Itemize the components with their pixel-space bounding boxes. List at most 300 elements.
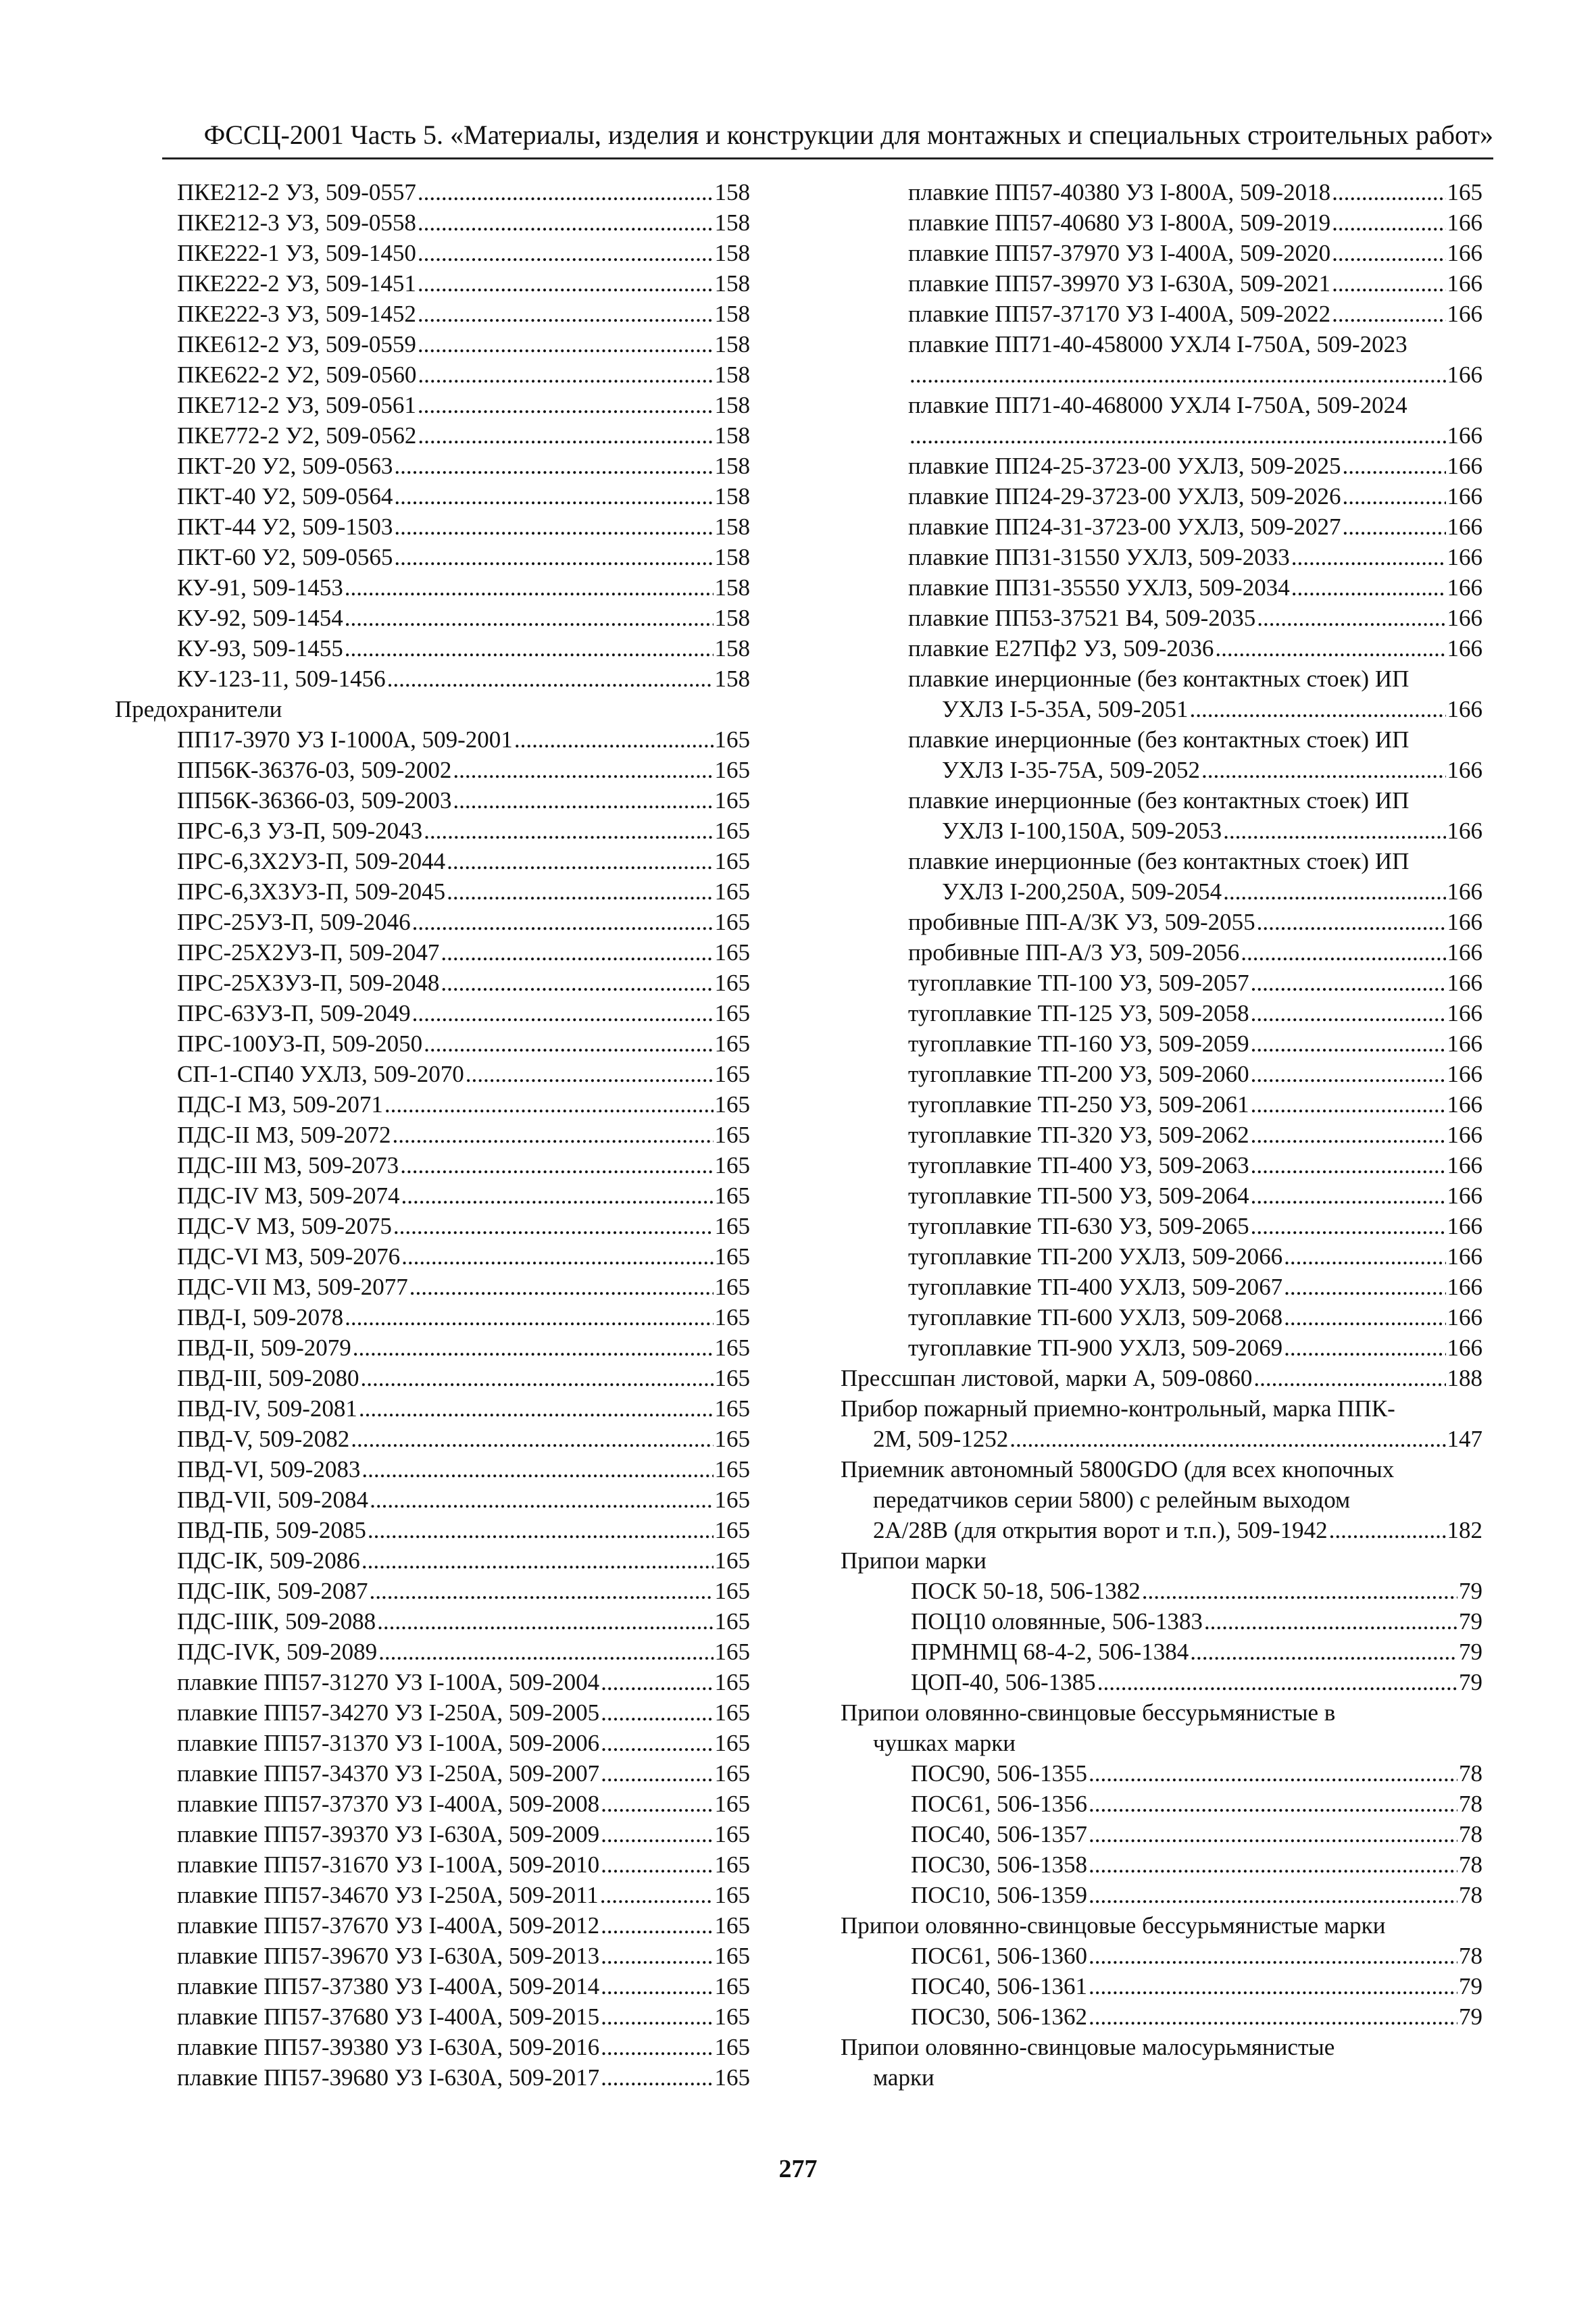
index-entry [841, 1849, 1482, 1880]
entry-page-number: 158 [714, 605, 750, 631]
entry-label: ПВД-VI, 509-2083 [177, 1456, 361, 1483]
entry-label: плавкие ПП24-31-3723-00 УХЛЗ, 509-2027 [908, 514, 1341, 540]
dot-leader [393, 1211, 714, 1241]
entry-label: КУ-92, 509-1454 [177, 605, 343, 631]
entry-label: ПКТ-44 У2, 509-1503 [177, 514, 393, 540]
index-column-left [115, 177, 750, 2093]
entry-label: плавкие ПП57-37380 УЗ I-400А, 509-2014 [177, 1973, 600, 1999]
entry-page-number: 166 [1447, 1030, 1482, 1057]
entry-label: плавкие ПП24-25-3723-00 УХЛЗ, 509-2025 [908, 453, 1341, 479]
dot-leader [1257, 907, 1446, 937]
entry-page-number: 165 [714, 1912, 750, 1939]
entry-label: ПОС40, 506-1361 [911, 1973, 1087, 1999]
entry-page-number: 166 [1447, 1335, 1482, 1361]
entry-page-number: 165 [714, 1973, 750, 1999]
dot-leader [1284, 1241, 1445, 1272]
entry-page-number: 158 [714, 209, 750, 236]
entry-page-number: 165 [714, 1517, 750, 1543]
index-entry [841, 420, 1482, 451]
index-entry [841, 907, 1482, 937]
dot-leader [1332, 207, 1445, 238]
dot-leader [601, 1819, 713, 1849]
dot-leader [447, 876, 713, 907]
entry-label: тугоплавкие ТП-200 УЗ, 509-2060 [908, 1061, 1249, 1087]
index-column-right [841, 177, 1482, 2093]
index-entry: Припои марки [841, 1547, 987, 1574]
entry-label: плавкие ПП31-31550 УХЛЗ, 509-2033 [908, 544, 1290, 570]
dot-leader [412, 907, 714, 937]
dot-leader [1223, 816, 1445, 846]
index-entry [115, 876, 750, 907]
entry-page-number: 165 [714, 1395, 750, 1422]
entry-label: тугоплавкие ТП-600 УХЛЗ, 509-2068 [908, 1304, 1283, 1330]
entry-label: ПОС30, 506-1358 [911, 1851, 1087, 1878]
entry-label: ПОС61, 506-1356 [911, 1791, 1087, 1817]
dot-leader [377, 1606, 713, 1637]
dot-leader [1343, 512, 1446, 542]
entry-label: ПРС-25Х2УЗ-П, 509-2047 [177, 939, 440, 966]
index-entry [841, 1667, 1482, 1697]
entry-page-number: 165 [714, 1487, 750, 1513]
entry-page-number: 158 [714, 483, 750, 509]
entry-page-number: 158 [714, 453, 750, 479]
entry-page-number: 78 [1459, 1791, 1482, 1817]
entry-label: ПДС-IIIК, 509-2088 [177, 1608, 376, 1635]
entry-page-number: 165 [714, 2064, 750, 2091]
dot-leader [394, 451, 713, 481]
entry-label: пробивные ПП-А/3К УЗ, 509-2055 [908, 909, 1255, 935]
entry-label: ПВД-VII, 509-2084 [177, 1487, 369, 1513]
entry-label: плавкие ПП57-37670 УЗ I-400А, 509-2012 [177, 1912, 600, 1939]
entry-page-number: 165 [714, 1608, 750, 1635]
index-entry: плавкие ПП71-40-458000 УХЛ4 I-750А, 509-2023 [908, 331, 1407, 357]
entry-page-number: 78 [1459, 1882, 1482, 1908]
index-entry [841, 1241, 1482, 1272]
entry-page-number: 166 [1447, 514, 1482, 540]
entry-page-number: 79 [1459, 1578, 1482, 1604]
dot-leader [1251, 998, 1446, 1028]
entry-label: плавкие ПП57-34370 УЗ I-250А, 509-2007 [177, 1760, 600, 1787]
index-entry [115, 816, 750, 846]
entry-page-number: 166 [1447, 909, 1482, 935]
index-entry: Припои оловянно-свинцовые бессурьмянистые в [841, 1699, 1336, 1726]
entry-page-number: 147 [1447, 1426, 1482, 1452]
entry-label: КУ-91, 509-1453 [177, 574, 343, 601]
index-entry [115, 968, 750, 998]
entry-label: ПВД-ПБ, 509-2085 [177, 1517, 366, 1543]
dot-leader [1089, 1971, 1457, 2001]
dot-leader [1251, 1028, 1446, 1059]
entry-page-number: 165 [714, 1304, 750, 1330]
entry-label: ПВД-IV, 509-2081 [177, 1395, 357, 1422]
entry-page-number: 78 [1459, 1821, 1482, 1847]
index-entry [115, 937, 750, 968]
index-entry [841, 1302, 1482, 1333]
entry-label: ПКЕ222-3 УЗ, 509-1452 [177, 301, 416, 327]
entry-page-number: 158 [714, 392, 750, 418]
dot-leader [1332, 299, 1445, 329]
entry-label: ПРС-100УЗ-П, 509-2050 [177, 1030, 423, 1057]
index-entry [841, 299, 1482, 329]
index-entry [115, 1697, 750, 1728]
index-entry [841, 268, 1482, 299]
index-entry [115, 1606, 750, 1637]
index-entry [841, 633, 1482, 664]
dot-leader [370, 1485, 713, 1515]
dot-leader [601, 2001, 713, 2032]
entry-label: плавкие ПП57-37970 УЗ I-400А, 509-2020 [908, 240, 1331, 266]
index-entry [841, 876, 1482, 907]
entry-label: тугоплавкие ТП-160 УЗ, 509-2059 [908, 1030, 1249, 1057]
index-entry [841, 481, 1482, 512]
dot-leader [351, 1424, 713, 1454]
entry-label: ПОС30, 506-1362 [911, 2003, 1087, 2030]
entry-label: КУ-123-11, 509-1456 [177, 666, 386, 692]
index-entry [841, 359, 1482, 390]
entry-page-number: 165 [714, 939, 750, 966]
index-entry [115, 481, 750, 512]
entry-page-number: 78 [1459, 1943, 1482, 1969]
entry-page-number: 165 [714, 1426, 750, 1452]
index-entry [115, 1819, 750, 1849]
dot-leader [394, 512, 713, 542]
entry-page-number: 188 [1447, 1365, 1482, 1391]
index-entry [841, 2001, 1482, 2032]
index-entry [115, 1758, 750, 1789]
entry-label: ПДС-VI МЗ, 509-2076 [177, 1243, 401, 1270]
entry-page-number: 165 [1447, 179, 1482, 205]
index-entry [115, 998, 750, 1028]
entry-label: ПДС-VII МЗ, 509-2077 [177, 1274, 408, 1300]
dot-leader [1204, 1606, 1457, 1637]
dot-leader [601, 1697, 713, 1728]
entry-label: ПДС-IК, 509-2086 [177, 1547, 360, 1574]
index-entry [115, 1241, 750, 1272]
index-entry: плавкие инерционные (без контактных стоек) ИП [908, 726, 1410, 753]
dot-leader [345, 633, 714, 664]
entry-label: плавкие ПП57-34670 УЗ I-250А, 509-2011 [177, 1882, 599, 1908]
dot-leader [1223, 876, 1445, 907]
entry-label: плавкие Е27Пф2 УЗ, 509-2036 [908, 635, 1214, 662]
index-entry [841, 1089, 1482, 1120]
dot-leader [387, 664, 714, 694]
index-entry [115, 724, 750, 755]
index-entry [115, 1089, 750, 1120]
index-entry [115, 1272, 750, 1302]
entry-label: плавкие ПП57-39680 УЗ I-630А, 509-2017 [177, 2064, 600, 2091]
dot-leader [601, 1941, 713, 1971]
entry-page-number: 79 [1459, 1669, 1482, 1695]
dot-leader [1284, 1333, 1445, 1363]
entry-page-number: 166 [1447, 453, 1482, 479]
index-entry [841, 603, 1482, 633]
entry-page-number: 165 [714, 1760, 750, 1787]
entry-label: ПВД-II, 509-2079 [177, 1335, 351, 1361]
index-entry [115, 1849, 750, 1880]
entry-label: тугоплавкие ТП-200 УХЛЗ, 509-2066 [908, 1243, 1283, 1270]
index-entry [841, 1758, 1482, 1789]
entry-page-number: 79 [1459, 1608, 1482, 1635]
entry-page-number: 165 [714, 1791, 750, 1817]
entry-label: 2А/28В (для открытия ворот и т.п.), 509-1942 [873, 1517, 1328, 1543]
dot-leader [418, 177, 714, 207]
entry-page-number: 165 [714, 1365, 750, 1391]
dot-leader [466, 1059, 714, 1089]
entry-page-number: 165 [714, 1943, 750, 1969]
entry-page-number: 78 [1459, 1851, 1482, 1878]
entry-label: тугоплавкие ТП-400 УЗ, 509-2063 [908, 1152, 1249, 1178]
entry-label: ПДС-IV МЗ, 509-2074 [177, 1183, 400, 1209]
index-entry: Приемник автономный 5800GDO (для всех кнопочных [841, 1456, 1395, 1483]
entry-page-number: 165 [714, 1183, 750, 1209]
index-entry [115, 2032, 750, 2062]
entry-label: плавкие ПП57-39970 УЗ I-630А, 509-2021 [908, 270, 1331, 297]
entry-label: ПДС-IVК, 509-2089 [177, 1639, 378, 1665]
dot-leader [909, 420, 1446, 451]
dot-leader [378, 1637, 713, 1667]
entry-page-number: 166 [1447, 1000, 1482, 1026]
entry-page-number: 166 [1447, 270, 1482, 297]
index-entry [115, 329, 750, 359]
index-entry [841, 1637, 1482, 1667]
entry-label: ПКЕ622-2 У2, 509-0560 [177, 362, 417, 388]
dot-leader [345, 603, 714, 633]
entry-label: ПКЕ712-2 УЗ, 509-0561 [177, 392, 416, 418]
entry-label: плавкие ПП24-29-3723-00 УХЛЗ, 509-2026 [908, 483, 1341, 509]
dot-leader [601, 1849, 713, 1880]
dot-leader [453, 755, 713, 785]
dot-leader [1291, 572, 1446, 603]
entry-page-number: 158 [714, 635, 750, 662]
dot-leader [1251, 1089, 1446, 1120]
dot-leader [1332, 177, 1445, 207]
index-entry [115, 1333, 750, 1363]
index-entry: Припои оловянно-свинцовые бессурьмянистые марки [841, 1912, 1386, 1939]
index-entry [115, 785, 750, 816]
entry-label: ПКЕ212-3 УЗ, 509-0558 [177, 209, 416, 236]
entry-label: УХЛЗ I-100,150А, 509-2053 [942, 818, 1222, 844]
index-entry [841, 177, 1482, 207]
entry-page-number: 165 [714, 726, 750, 753]
entry-page-number: 166 [1447, 1274, 1482, 1300]
index-entry [115, 1545, 750, 1576]
dot-leader [418, 359, 713, 390]
entry-label: плавкие ПП57-31670 УЗ I-100А, 509-2010 [177, 1851, 600, 1878]
entry-page-number: 165 [714, 1122, 750, 1148]
dot-leader [1201, 755, 1446, 785]
dot-leader [1089, 1789, 1457, 1819]
entry-page-number: 165 [714, 1882, 750, 1908]
index-entry [115, 846, 750, 876]
dot-leader [424, 1028, 713, 1059]
entry-page-number: 165 [714, 757, 750, 783]
entry-label: УХЛЗ I-5-35А, 509-2051 [942, 696, 1189, 722]
entry-page-number: 165 [714, 1000, 750, 1026]
index-entry [115, 1059, 750, 1089]
index-entry [841, 1515, 1482, 1545]
entry-page-number: 165 [714, 1639, 750, 1665]
dot-leader [1089, 1880, 1457, 1910]
entry-page-number: 166 [1447, 970, 1482, 996]
entry-page-number: 165 [714, 1030, 750, 1057]
dot-leader [1009, 1424, 1445, 1454]
entry-page-number: 166 [1447, 939, 1482, 966]
index-entry: Прибор пожарный приемно-контрольный, марка ППК- [841, 1395, 1395, 1422]
dot-leader [1251, 1180, 1446, 1211]
index-entry [841, 968, 1482, 998]
index-entry [841, 1606, 1482, 1637]
index-entry [115, 1028, 750, 1059]
index-entry [115, 1211, 750, 1241]
entry-page-number: 166 [1447, 1061, 1482, 1087]
dot-leader [1257, 603, 1445, 633]
dot-leader [400, 1150, 713, 1180]
entry-label: Прессшпан листовой, марки А, 509-0860 [841, 1365, 1253, 1391]
index-entry [841, 1880, 1482, 1910]
header-divider [162, 157, 1493, 159]
entry-label: ПРС-25Х3УЗ-П, 509-2048 [177, 970, 440, 996]
entry-page-number: 79 [1459, 1973, 1482, 1999]
dot-leader [401, 1241, 713, 1272]
entry-page-number: 165 [714, 1547, 750, 1574]
entry-page-number: 166 [1447, 1304, 1482, 1330]
entry-label: тугоплавкие ТП-900 УХЛЗ, 509-2069 [908, 1335, 1283, 1361]
dot-leader [909, 359, 1446, 390]
entry-label: УХЛЗ I-35-75А, 509-2052 [942, 757, 1200, 783]
entry-page-number: 166 [1447, 635, 1482, 662]
entry-page-number: 158 [714, 240, 750, 266]
entry-page-number: 165 [714, 878, 750, 905]
entry-label: тугоплавкие ТП-320 УЗ, 509-2062 [908, 1122, 1249, 1148]
entry-page-number: 158 [714, 514, 750, 540]
index-entry [841, 1028, 1482, 1059]
index-entry [841, 1211, 1482, 1241]
entry-page-number: 165 [714, 1152, 750, 1178]
index-entry [115, 1515, 750, 1545]
entry-label: плавкие ПП57-40680 УЗ I-800А, 509-2019 [908, 209, 1331, 236]
entry-page-number: 158 [714, 362, 750, 388]
dot-leader [1284, 1302, 1445, 1333]
dot-leader [345, 1302, 713, 1333]
index-entry [115, 1302, 750, 1333]
dot-leader [601, 1758, 713, 1789]
index-entry [115, 238, 750, 268]
entry-label: КУ-93, 509-1455 [177, 635, 343, 662]
entry-label: ПВД-I, 509-2078 [177, 1304, 344, 1330]
entry-label: плавкие ПП57-37680 УЗ I-400А, 509-2015 [177, 2003, 600, 2030]
dot-leader [418, 420, 713, 451]
dot-leader [418, 299, 714, 329]
entry-label: ПОСК 50-18, 506-1382 [911, 1578, 1141, 1604]
entry-page-number: 182 [1447, 1517, 1482, 1543]
entry-page-number: 158 [714, 574, 750, 601]
entry-label: ПП56К-36366-03, 509-2003 [177, 787, 452, 814]
index-entry [115, 299, 750, 329]
entry-label: ПКЕ772-2 У2, 509-0562 [177, 422, 417, 449]
entry-label: ПКЕ212-2 УЗ, 509-0557 [177, 179, 416, 205]
entry-page-number: 165 [714, 2034, 750, 2060]
entry-page-number: 165 [714, 970, 750, 996]
dot-leader [1089, 1819, 1457, 1849]
entry-page-number: 166 [1447, 544, 1482, 570]
entry-page-number: 166 [1447, 362, 1482, 388]
page-number: 277 [778, 2155, 818, 2183]
index-entry [115, 1485, 750, 1515]
entry-label: ПП56К-36376-03, 509-2002 [177, 757, 452, 783]
entry-label: ПВД-V, 509-2082 [177, 1426, 350, 1452]
dot-leader [601, 1971, 713, 2001]
entry-page-number: 166 [1447, 696, 1482, 722]
dot-leader [1215, 633, 1445, 664]
entry-label: ПОС61, 506-1360 [911, 1943, 1087, 1969]
index-entry: чушках марки [873, 1730, 1016, 1756]
dot-leader [453, 785, 713, 816]
dot-leader [1343, 451, 1446, 481]
entry-page-number: 165 [714, 1243, 750, 1270]
entry-page-number: 166 [1447, 757, 1482, 783]
entry-label: ПКЕ612-2 УЗ, 509-0559 [177, 331, 416, 357]
entry-label: ПДС-III МЗ, 509-2073 [177, 1152, 399, 1178]
entry-page-number: 166 [1447, 878, 1482, 905]
dot-leader [1189, 694, 1445, 724]
index-entry [115, 1637, 750, 1667]
entry-label: ПОС10, 506-1359 [911, 1882, 1087, 1908]
entry-label: ПДС-V МЗ, 509-2075 [177, 1213, 392, 1239]
dot-leader [345, 572, 714, 603]
index-entry [115, 177, 750, 207]
index-entry [115, 907, 750, 937]
entry-label: ПКЕ222-2 УЗ, 509-1451 [177, 270, 416, 297]
entry-label: плавкие ПП57-37370 УЗ I-400А, 509-2008 [177, 1791, 600, 1817]
entry-page-number: 166 [1447, 1243, 1482, 1270]
dot-leader [1332, 238, 1445, 268]
entry-label: ПРС-6,3Х2УЗ-П, 509-2044 [177, 848, 446, 874]
entry-label: ПРС-63УЗ-П, 509-2049 [177, 1000, 411, 1026]
dot-leader [1253, 1363, 1445, 1393]
dot-leader [360, 1363, 713, 1393]
index-entry [115, 1728, 750, 1758]
dot-leader [359, 1393, 714, 1424]
dot-leader [1097, 1667, 1457, 1697]
dot-leader [361, 1545, 714, 1576]
index-entry [115, 1971, 750, 2001]
entry-page-number: 158 [714, 422, 750, 449]
index-entry [841, 1150, 1482, 1180]
dot-leader [601, 2062, 713, 2093]
index-entry: плавкие инерционные (без контактных стоек) ИП [908, 848, 1410, 874]
entry-label: плавкие ПП57-39380 УЗ I-630А, 509-2016 [177, 2034, 600, 2060]
entry-page-number: 166 [1447, 301, 1482, 327]
dot-leader [418, 329, 714, 359]
dot-leader [361, 1454, 713, 1485]
dot-leader [1142, 1576, 1457, 1606]
entry-page-number: 78 [1459, 1760, 1482, 1787]
entry-page-number: 166 [1447, 1122, 1482, 1148]
dot-leader [447, 846, 713, 876]
entry-label: ПДС-IIК, 509-2087 [177, 1578, 368, 1604]
entry-page-number: 158 [714, 544, 750, 570]
entry-page-number: 166 [1447, 1183, 1482, 1209]
entry-page-number: 79 [1459, 1639, 1482, 1665]
index-entry [841, 694, 1482, 724]
index-entry [841, 1941, 1482, 1971]
entry-page-number: 165 [714, 1456, 750, 1483]
index-section-heading: Предохранители [115, 696, 282, 722]
entry-label: ПОС90, 506-1355 [911, 1760, 1087, 1787]
entry-label: ПОС40, 506-1357 [911, 1821, 1087, 1847]
index-entry [841, 451, 1482, 481]
entry-page-number: 158 [714, 666, 750, 692]
